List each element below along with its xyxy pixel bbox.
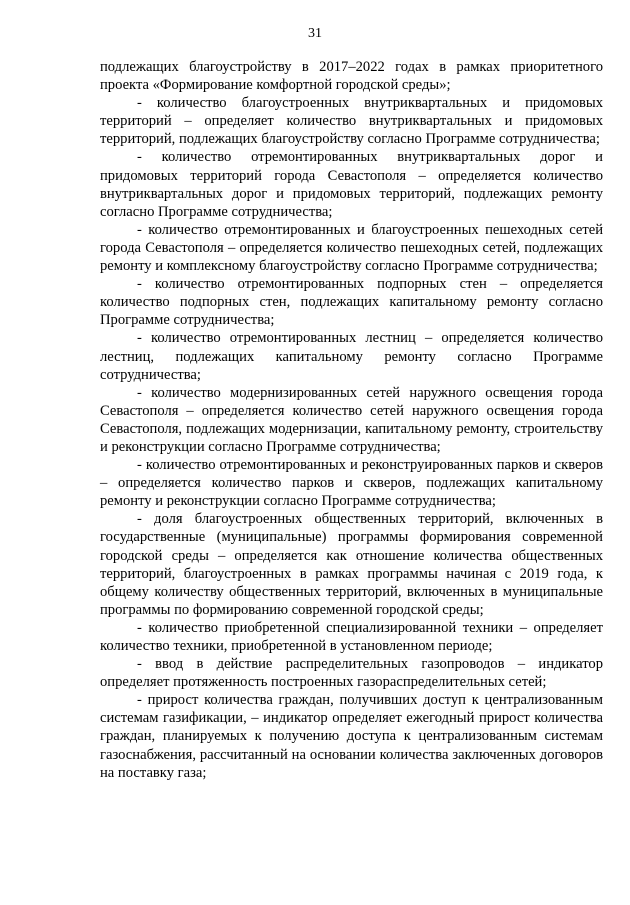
paragraph-continuation: подлежащих благоустройству в 2017–2022 годах в рамках приоритетного проекта «Формирование комфортной городской среды»; [100,59,603,94]
page-number: 31 [308,26,322,41]
paragraph-public-territories-share: - доля благоустроенных общественных территорий, включенных в государственные (муниципальные) программы формирования современной городской среды – определяется как отношение количества общественных территорий, благоустроенных в рамках программы начиная с 2019 года, к общему количеству общественных территорий, включенных в муниципальные программы по формированию современной городской среды; [100,511,603,618]
document-body [100,58,603,782]
paragraph-stairs: - количество отремонтированных лестниц – определяется количество лестниц, подлежащих капитальному ремонту согласно Программе сотрудничества; [100,330,603,383]
paragraph-gas-pipelines: - ввод в действие распределительных газопроводов – индикатор определяет протяженность построенных газораспределительных сетей; [100,656,603,691]
paragraph-pedestrian-networks: - количество отремонтированных и благоустроенных пешеходных сетей города Севастополя – определяется количество пешеходных сетей, подлежащих ремонту и комплексному благоустройству согласно Программе сотрудничества; [100,221,603,275]
paragraph-gas-access-growth: - прирост количества граждан, получивших доступ к централизованным системам газификации, – индикатор определяет ежегодный прирост количества граждан, планируемых к получению доступа к централизованным системам газоснабжения, рассчитанный на основании количества заключенных договоров на поставку газа; [100,692,603,781]
paragraph-landscaped-yards: - количество благоустроенных внутриквартальных и придомовых территорий – определяет количество внутриквартальных и придомовых территорий, подлежащих благоустройству согласно Программе сотрудничества; [100,95,603,148]
paragraph-retaining-walls: - количество отремонтированных подпорных стен – определяется количество подпорных стен, подлежащих капитальному ремонту согласно Программе сотрудничества; [100,276,603,329]
paragraph-parks-squares: - количество отремонтированных и реконструированных парков и скверов – определяется количество парков и скверов, подлежащих капитальному ремонту и реконструкции согласно Программе сотрудничества; [100,457,603,510]
paragraph-repaired-roads: - количество отремонтированных внутриквартальных дорог и придомовых территорий города Севастополя – определяется количество внутриквартальных дорог и придомовых территорий, подлежащих ремонту согласно Программе сотрудничества; [100,149,603,220]
paragraph-street-lighting: - количество модернизированных сетей наружного освещения города Севастополя – определяется количество сетей наружного освещения города Севастополя, подлежащих модернизации, капитальному ремонту, строительству и реконструкции согласно Программе сотрудничества; [100,384,603,455]
paragraph-special-equipment: - количество приобретенной специализированной техники – определяет количество техники, приобретенной в установленном периоде; [100,619,603,654]
